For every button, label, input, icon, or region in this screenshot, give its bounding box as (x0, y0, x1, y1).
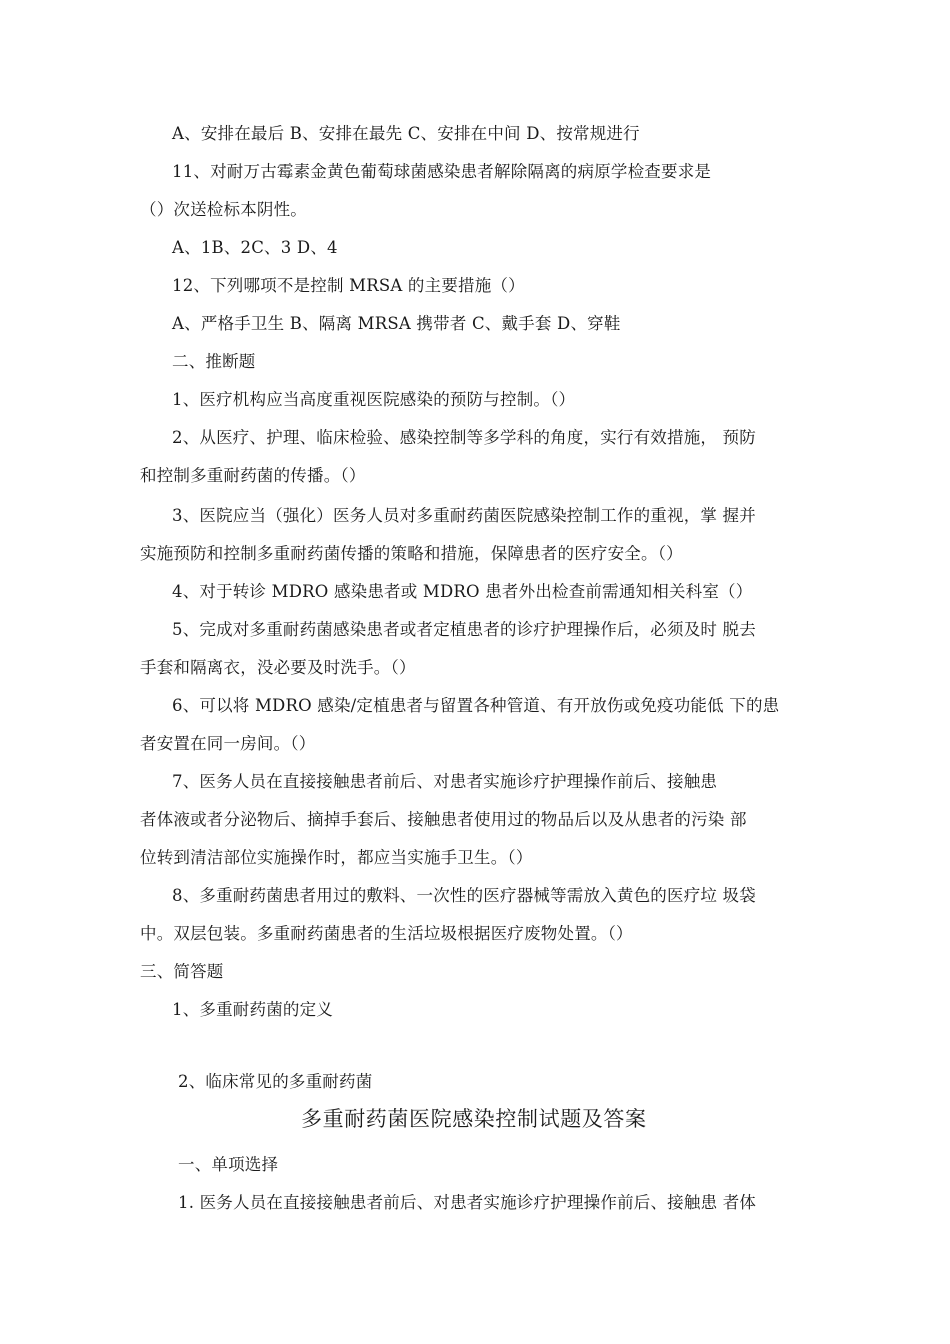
question-11-options: A、1B、2C、3 D、4 (172, 238, 338, 257)
judgement-2: 2、从医疗、护理、临床检验、感染控制等多学科的角度，实行有效措施， 预防 (172, 428, 756, 447)
judgement-2-cont: 和控制多重耐药菌的传播。（） (140, 466, 366, 485)
judgement-7-cont2: 位转到清洁部位实施操作时，都应当实施手卫生。（） (140, 848, 533, 867)
section-heading-single-choice: 一、单项选择 (178, 1155, 279, 1174)
short-answer-1: 1、多重耐药菌的定义 (172, 1000, 333, 1019)
question-12: 12、下列哪项不是控制 MRSA 的主要措施（） (172, 276, 525, 295)
judgement-8: 8、多重耐药菌患者用过的敷料、一次性的医疗器械等需放入黄色的医疗垃 圾袋 (172, 886, 756, 905)
single-choice-1: 1. 医务人员在直接接触患者前后、对患者实施诊疗护理操作前后、接触患 者体 (178, 1193, 757, 1212)
judgement-7: 7、医务人员在直接接触患者前后、对患者实施诊疗护理操作前后、接触患 (172, 772, 718, 791)
section-heading-short-answer: 三、简答题 (140, 962, 224, 981)
short-answer-2: 2、临床常见的多重耐药菌 (178, 1072, 373, 1091)
judgement-5: 5、完成对多重耐药菌感染患者或者定植患者的诊疗护理操作后，必须及时 脱去 (172, 620, 756, 639)
judgement-5-cont: 手套和隔离衣，没必要及时洗手。（） (140, 658, 416, 677)
judgement-8-cont: 中。双层包装。多重耐药菌患者的生活垃圾根据医疗废物处置。（） (140, 924, 633, 943)
question-11-cont: （）次送检标本阴性。 (140, 200, 307, 219)
judgement-6-cont: 者安置在同一房间。（） (140, 734, 316, 753)
question-11: 11、对耐万古霉素金黄色葡萄球菌感染患者解除隔离的病原学检查要求是 (172, 162, 712, 181)
question-12-options: A、严格手卫生 B、隔离 MRSA 携带者 C、戴手套 D、穿鞋 (172, 314, 621, 333)
judgement-3: 3、医院应当（强化）医务人员对多重耐药菌医院感染控制工作的重视，掌 握并 (172, 506, 756, 525)
judgement-3-cont: 实施预防和控制多重耐药菌传播的策略和措施，保障患者的医疗安全。（） (140, 544, 683, 563)
judgement-6: 6、可以将 MDRO 感染/定植患者与留置各种管道、有开放伤或免疫功能低 下的患 (172, 696, 780, 715)
judgement-1: 1、医疗机构应当高度重视医院感染的预防与控制。（） (172, 390, 576, 409)
page-title: 多重耐药菌医院感染控制试题及答案 (301, 1107, 647, 1131)
question-10-options: A、安排在最后 B、安排在最先 C、安排在中间 D、按常规进行 (172, 124, 640, 143)
judgement-7-cont: 者体液或者分泌物后、摘掉手套后、接触患者使用过的物品后以及从患者的污染 部 (140, 810, 747, 829)
section-heading-judgement: 二、推断题 (172, 352, 256, 371)
judgement-4: 4、对于转诊 MDRO 感染患者或 MDRO 患者外出检查前需通知相关科室（） (172, 582, 753, 601)
